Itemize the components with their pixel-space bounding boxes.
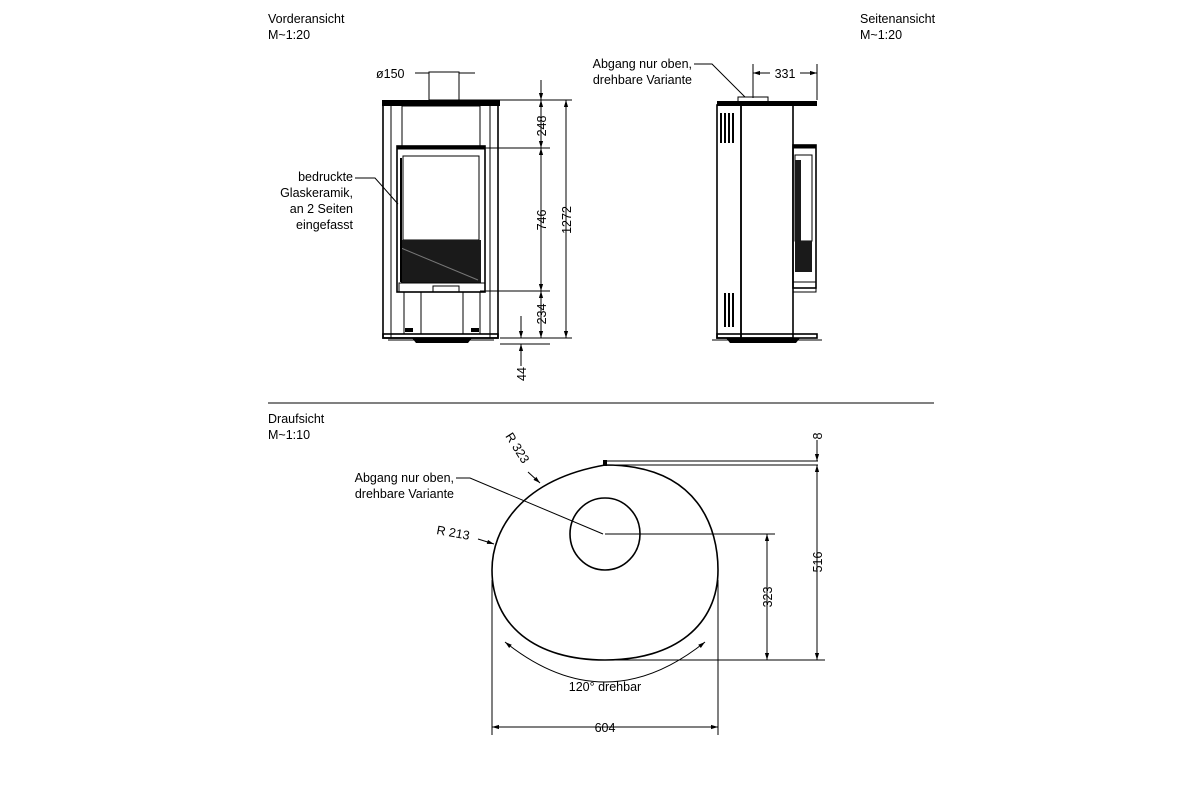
- dim-234: 234: [535, 303, 549, 325]
- svg-text:R 213: R 213: [435, 523, 471, 543]
- svg-text:an 2 Seiten: an 2 Seiten: [289, 202, 353, 216]
- dim-1272: 1272: [560, 206, 574, 234]
- svg-text:M~1:20: M~1:20: [860, 28, 903, 42]
- svg-text:331: 331: [774, 67, 796, 81]
- svg-text:drehbare Variante: drehbare Variante: [354, 487, 454, 501]
- dim-248: 248: [535, 115, 549, 137]
- dim-604: 604: [594, 721, 616, 735]
- side-flue-offset-dim: [753, 64, 817, 100]
- side-view-drawing: [712, 97, 822, 343]
- side-view-title: [860, 12, 936, 42]
- dim-44: 44: [515, 367, 529, 381]
- glass-ceramic-note: [280, 170, 398, 232]
- svg-text:Seitenansicht: Seitenansicht: [860, 12, 936, 26]
- dim-746: 746: [535, 209, 549, 231]
- svg-text:Glaskeramik,: Glaskeramik,: [280, 186, 353, 200]
- front-view-drawing: [382, 72, 500, 343]
- top-view-title: [268, 412, 325, 442]
- rotation-label: 120° drehbar: [568, 680, 642, 694]
- svg-text:Draufsicht: Draufsicht: [268, 412, 325, 426]
- stove-outline: [492, 465, 718, 660]
- svg-text:bedruckte: bedruckte: [298, 170, 353, 184]
- top-outlet-note: [355, 471, 603, 534]
- front-dimension-lines: [459, 80, 572, 366]
- svg-text:eingefasst: eingefasst: [296, 218, 353, 232]
- svg-text:ø150: ø150: [376, 67, 405, 81]
- svg-text:Abgang nur oben,: Abgang nur oben,: [592, 57, 692, 71]
- radius-small: [435, 523, 494, 544]
- side-outlet-note: [593, 57, 745, 97]
- top-view-drawing: [492, 460, 818, 660]
- top-dimension-lines: [492, 440, 825, 735]
- dim-516: 516: [811, 551, 825, 573]
- svg-text:Abgang nur oben,: Abgang nur oben,: [354, 471, 454, 485]
- svg-text:R 323: R 323: [502, 430, 533, 466]
- svg-text:M~1:20: M~1:20: [268, 28, 311, 42]
- dim-323: 323: [761, 586, 775, 608]
- radius-large: [502, 430, 540, 483]
- svg-text:Vorderansicht: Vorderansicht: [268, 12, 345, 26]
- rotation-arc: [505, 642, 705, 682]
- svg-text:drehbare Variante: drehbare Variante: [592, 73, 692, 87]
- flue-diameter-dim: [376, 67, 475, 81]
- dim-8: 8: [811, 432, 825, 440]
- front-view-title: [268, 12, 345, 42]
- svg-text:M~1:10: M~1:10: [268, 428, 311, 442]
